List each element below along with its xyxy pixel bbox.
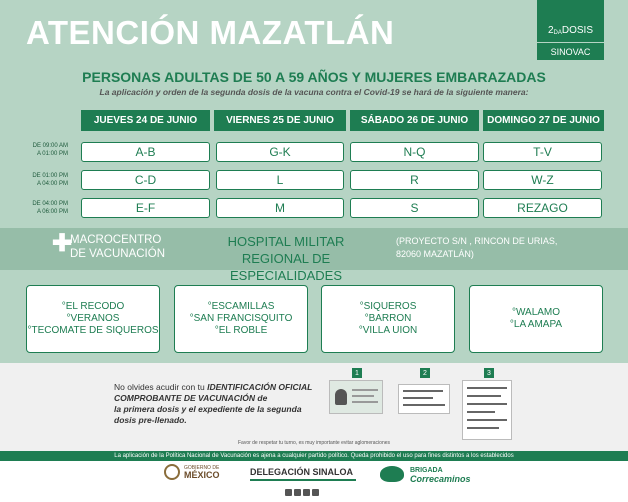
- requirements-text: [114, 382, 324, 426]
- doc-number-3: 3: [484, 368, 494, 378]
- time-to: A 06:00 PM: [36, 209, 68, 215]
- macrocentro-line1: MACROCENTRO: [70, 234, 162, 246]
- hospital-line2: REGIONAL DE ESPECIALIDADES: [230, 251, 342, 283]
- day-header-4: DOMINGO 27 DE JUNIO: [483, 110, 604, 131]
- time-to: A 04:00 PM: [36, 181, 68, 187]
- macrocentro-line2: DE VACUNACIÓN: [70, 248, 165, 260]
- dose-word: DOSIS: [561, 25, 594, 36]
- gobierno-text: [184, 465, 220, 479]
- req-intro: No olvides acudir con tu: [114, 382, 208, 392]
- gobierno-de: GOBIERNO DE: [184, 465, 220, 471]
- dose-number: 2: [547, 25, 554, 36]
- location-item: °EL ROBLE: [214, 325, 268, 336]
- locations-box-3: [321, 285, 455, 353]
- respect-turn-note: Favor de respetar tu turno, es muy importante evitar aglomeraciones: [237, 440, 391, 446]
- location-item: °ESCAMILLAS: [207, 301, 275, 312]
- plus-icon: ✚: [52, 230, 73, 257]
- schedule-cell: R: [350, 170, 479, 190]
- address-line1: (PROYECTO S/N , RINCON DE URIAS,: [396, 236, 558, 246]
- locations-box-1: [26, 285, 160, 353]
- hospital-address: [396, 235, 557, 261]
- social-icons: [285, 489, 319, 496]
- schedule-cell: M: [216, 198, 344, 218]
- seal-icon: [164, 464, 180, 480]
- time-from: DE 04:00 PM: [32, 201, 68, 207]
- location-item: °SAN FRANCISQUITO: [189, 313, 293, 324]
- time-to: A 01:00 PM: [36, 151, 68, 157]
- schedule-cell: REZAGO: [483, 198, 602, 218]
- location-item: °VILLA UION: [358, 325, 418, 336]
- dose-badge: [537, 0, 604, 42]
- location-item: °LA AMAPA: [509, 319, 563, 330]
- mexico-word: MÉXICO: [184, 470, 220, 480]
- hospital-name: [186, 233, 386, 284]
- correcaminos-word: Correcaminos: [410, 474, 471, 484]
- facebook-icon: [285, 489, 292, 496]
- time-slot-3: [18, 200, 68, 216]
- pre-filled-form-icon: [462, 380, 512, 440]
- schedule-cell: L: [216, 170, 344, 190]
- divider: [250, 479, 356, 481]
- day-header-2: VIERNES 25 DE JUNIO: [214, 110, 346, 131]
- schedule-cell: W-Z: [483, 170, 602, 190]
- time-from: DE 09:00 AM: [32, 143, 68, 149]
- location-item: °EL RECODO: [61, 301, 125, 312]
- brigada-word: BRIGADA: [410, 467, 443, 474]
- id-card-icon: [329, 380, 383, 414]
- schedule-cell: A-B: [81, 142, 210, 162]
- brigada-correcaminos-logo: [410, 466, 471, 484]
- schedule-cell: S: [350, 198, 479, 218]
- macrocentro-label: [70, 233, 165, 261]
- schedule-cell: E-F: [81, 198, 210, 218]
- hospital-line1: HOSPITAL MILITAR: [227, 234, 345, 249]
- day-header-1: JUEVES 24 DE JUNIO: [81, 110, 210, 131]
- locations-box-4: [469, 285, 603, 353]
- vaccination-certificate-icon: [398, 384, 450, 414]
- schedule-cell: T-V: [483, 142, 602, 162]
- location-item: °SIQUEROS: [359, 301, 417, 312]
- schedule-cell: C-D: [81, 170, 210, 190]
- twitter-icon: [294, 489, 301, 496]
- gobierno-mexico-logo: [164, 464, 220, 480]
- schedule-cell: N-Q: [350, 142, 479, 162]
- time-slot-2: [18, 172, 68, 188]
- time-from: DE 01:00 PM: [32, 173, 68, 179]
- location-item: °TECOMATE DE SIQUEROS: [27, 325, 159, 336]
- req-item-2: COMPROBANTE DE VACUNACIÓN: [114, 393, 256, 403]
- location-item: °BARRON: [364, 313, 412, 324]
- req-joiner: de: [255, 393, 268, 403]
- location-item: °VERANOS: [66, 313, 120, 324]
- instagram-icon: [303, 489, 310, 496]
- time-slot-1: [18, 142, 68, 158]
- delegacion-sinaloa-logo: DELEGACIÓN SINALOA: [250, 467, 354, 477]
- legal-disclaimer: La aplicación de la Política Nacional de Vacunación es ajena a cualquier partido político. Queda prohibido el uso para fines distintos a los establecidos: [0, 451, 628, 461]
- day-header-3: SÁBADO 26 DE JUNIO: [350, 110, 479, 131]
- schedule-cell: G-K: [216, 142, 344, 162]
- req-item-1: IDENTIFICACIÓN OFICIAL: [207, 382, 313, 392]
- doc-number-2: 2: [420, 368, 430, 378]
- youtube-icon: [312, 489, 319, 496]
- dose-suffix: DA: [553, 30, 562, 36]
- req-rest: la primera dosis y el expediente de la segunda dosis pre-llenado.: [114, 404, 302, 425]
- location-item: °WALAMO: [511, 307, 561, 318]
- poster-title: ATENCIÓN MAZATLÁN: [26, 14, 395, 51]
- doc-number-1: 1: [352, 368, 362, 378]
- vaccine-badge: SINOVAC: [537, 42, 604, 60]
- target-population: PERSONAS ADULTAS DE 50 A 59 AÑOS Y MUJERES EMBARAZADAS: [82, 69, 546, 85]
- schedule-note: La aplicación y orden de la segunda dosis de la vacuna contra el Covid-19 se hará de la siguiente manera:: [99, 87, 529, 97]
- address-line2: 82060 MAZATLÁN): [396, 249, 474, 259]
- locations-box-2: [174, 285, 308, 353]
- roadrunner-icon: [380, 466, 404, 482]
